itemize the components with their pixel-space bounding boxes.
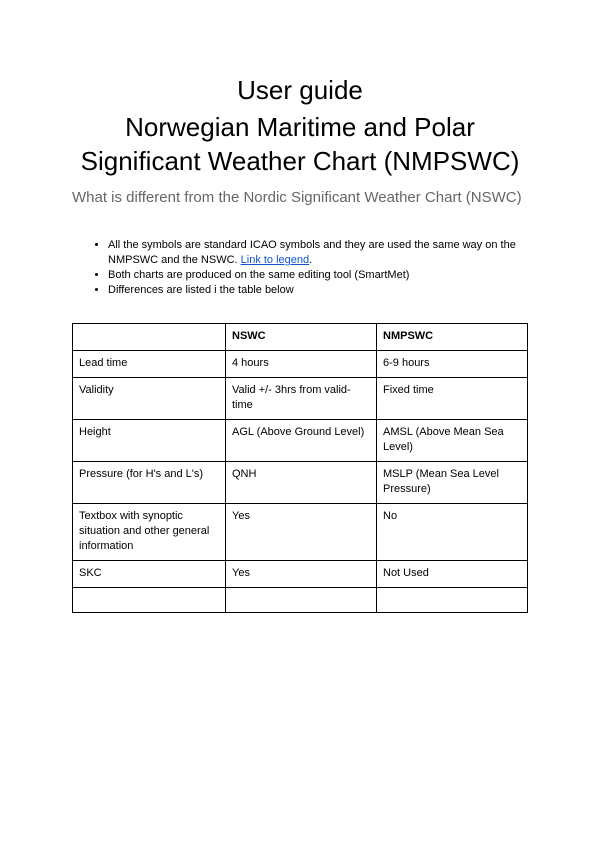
table-row — [73, 420, 528, 462]
cell-nmpswc: Fixed time — [377, 378, 528, 420]
page-title-line3: Significant Weather Chart (NMPSWC) — [80, 146, 520, 176]
row-label: Validity — [73, 378, 226, 420]
table-row — [73, 561, 528, 588]
cell-nswc: QNH — [226, 462, 377, 504]
table-header-row — [73, 324, 528, 351]
cell-nswc: Valid +/- 3hrs from valid-time — [226, 378, 377, 420]
link-to-legend[interactable]: Link to legend — [240, 254, 310, 266]
table-row — [73, 462, 528, 504]
row-label: Lead time — [73, 351, 226, 378]
cell-nmpswc — [377, 588, 528, 613]
cell-nmpswc: Not Used — [377, 561, 528, 588]
header-cell-nmpswc: NMPSWC — [377, 324, 528, 351]
row-label: SKC — [73, 561, 226, 588]
table-row — [73, 504, 528, 561]
list-item — [108, 268, 528, 283]
bullet-text-suffix: . — [309, 254, 313, 266]
cell-nswc: 4 hours — [226, 351, 377, 378]
cell-nswc — [226, 588, 377, 613]
bullet-text: Both charts are produced on the same editing tool (SmartMet) — [108, 269, 410, 281]
bullet-text: All the symbols are standard ICAO symbols and they are used the same way on the NMPSWC and the NSWC. — [108, 239, 516, 266]
row-label: Textbox with synoptic situation and other general information — [73, 504, 226, 561]
comparison-table — [72, 323, 528, 613]
header-cell-nswc: NSWC — [226, 324, 377, 351]
document-title-block — [72, 73, 528, 178]
row-label — [73, 588, 226, 613]
cell-nmpswc: No — [377, 504, 528, 561]
table-row-empty — [73, 588, 528, 613]
table-row — [73, 378, 528, 420]
cell-nswc: Yes — [226, 504, 377, 561]
row-label: Height — [73, 420, 226, 462]
page-subtitle: What is different from the Nordic Significant Weather Chart (NSWC) — [72, 189, 522, 206]
page-title-line2: Norwegian Maritime and Polar — [125, 112, 475, 142]
cell-nmpswc: 6-9 hours — [377, 351, 528, 378]
row-label: Pressure (for H's and L's) — [73, 462, 226, 504]
bullet-text: Differences are listed i the table below — [108, 284, 294, 296]
list-item — [108, 238, 528, 268]
page-title: User guide — [237, 75, 363, 105]
bullet-list — [72, 238, 528, 298]
list-item — [108, 283, 528, 298]
cell-nmpswc: MSLP (Mean Sea Level Pressure) — [377, 462, 528, 504]
cell-nmpswc: AMSL (Above Mean Sea Level) — [377, 420, 528, 462]
table-row — [73, 351, 528, 378]
cell-nswc: AGL (Above Ground Level) — [226, 420, 377, 462]
cell-nswc: Yes — [226, 561, 377, 588]
header-cell-blank — [73, 324, 226, 351]
